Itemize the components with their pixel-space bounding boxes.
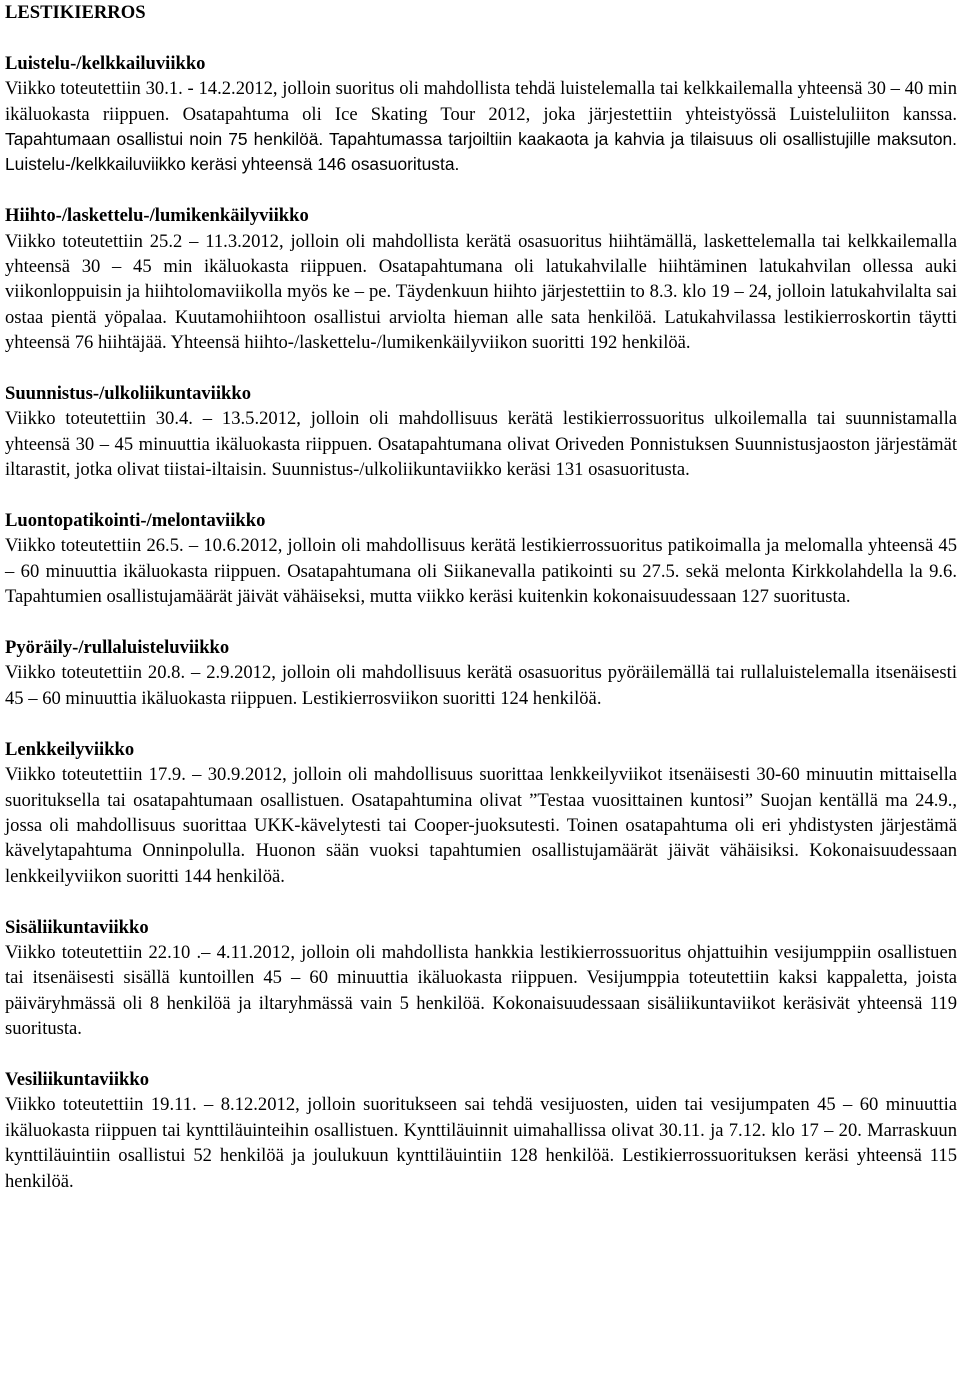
section-heading: Lenkkeilyviikko [5,738,135,760]
section-hiihto [5,203,957,355]
section-luontopatikointi [5,508,957,610]
section-paragraph: Viikko toteutettiin 25.2 – 11.3.2012, jolloin oli mahdollista kerätä osasuoritus hiihtämällä, laskettelemalla tai kelkkailemalla yhteensä 30 – 45 min ikäluokasta riippuen. Osatapahtumana oli latukahvilalle hiihtäminen latukahvilan ollessa auki viikonloppuisin ja hiihtolomaviikolla myös ke – pe. Täydenkuun hiihto järjestettiin to 8.3. klo 19 – 24, jolloin latukahvilalta sai ostaa pientä yöpalaa. Kuutamohiihtoon osallistui arviolta hieman alle sata henkilöä. Latukahvilassa lestikierroskortin täytti yhteensä 76 hiihtäjää. Yhteensä hiihto-/laskettelu-/lumikenkäilyviikon suoritti 192 henkilöä. [5,230,957,354]
section-heading: Hiihto-/laskettelu-/lumikenkäilyviikko [5,205,309,227]
section-paragraph: Viikko toteutettiin 22.10 .– 4.11.2012, jolloin oli mahdollista hankkia lestikierrossuoritus ohjattuihin vesijumppiin osallistuen tai itsenäisesti sisällä kuntoillen 45 – 60 minuuttia ikäluokasta riippuen. Vesijumppia toteutettiin kaksi kappaletta, joista päiväryhmässä oli 8 henkilöä ja iltaryhmässä vain 5 henkilöä. Kokonaisuudessaan sisäliikuntaviikot keräsivät yhteensä 119 suoritusta. [5,941,957,1040]
section-paragraph: Viikko toteutettiin 19.11. – 8.12.2012, jolloin suoritukseen sai tehdä vesijuosten, uiden tai vesijumpaten 45 – 60 minuuttia ikäluokasta riippuen tai kynttiläuinteihin osallistuen. Kynttiläuinnit uimahallissa olivat 30.11. ja 7.12. klo 17 – 20. Marraskuun kynttiläuintiin osallistui 52 henkilöä ja joulukuun kynttiläuintiin 128 henkilöä. Lestikierrossuorituksen keräsi yhteensä 115 henkilöä. [5,1094,957,1192]
paragraph-text-sans: Tapahtumaan osallistui noin 75 henkilöä. Tapahtumassa tarjoiltiin kaakaota ja kahvia ja tilaisuus oli osallistujille maksuton. Luistelu-/kelkkailuviikko keräsi yhteensä 146 osasuoritusta. [5,129,957,175]
section-heading: Pyöräily-/rullaluisteluviikko [5,637,230,659]
section-heading: Vesiliikuntaviikko [5,1068,149,1090]
section-pyoraily [5,635,957,711]
paragraph-text: Viikko toteutettiin 30.1. - 14.2.2012, jolloin suoritus oli mahdollista tehdä luistelemalla tai kelkkailemalla yhteensä 30 – 40 min ikäluokasta riippuen. Osatapahtuma oli Ice Skating Tour 2012, joka järjestettiin yhteistyössä Luisteluliiton kanssa. [5,78,957,125]
section-heading: Luistelu-/kelkkailuviikko [5,52,206,74]
document-title: LESTIKIERROS [5,2,146,23]
section-paragraph [5,76,957,178]
section-heading: Sisäliikuntaviikko [5,916,149,938]
section-paragraph: Viikko toteutettiin 17.9. – 30.9.2012, jolloin oli mahdollisuus suorittaa lenkkeilyviikot itsenäisesti 30-60 minuutin mittaisella suorituksella tai osatapahtumaan osallistuen. Osatapahtumina olivat ”Testaa vuosittainen kuntosi” Suojan kentällä ma 24.9., jossa oli mahdollisuus suorittaa UKK-kävelytesti tai Cooper-juoksutesti. Toinen osatapahtuma oli eri yhdistysten järjestämä kävelytapahtuma Onninpolulla. Huonon sään vuoksi tapahtumien osallistujamäärät jäivät vähäisiksi. Kokonaisuudessaan lenkkeilyviikon suoritti 144 henkilöä. [5,764,957,887]
section-paragraph: Viikko toteutettiin 30.4. – 13.5.2012, jolloin oli mahdollisuus kerätä lestikierrossuoritus ulkoilemalla tai suunnistamalla yhteensä 30 – 45 minuuttia ikäluokasta riippuen. Osatapahtumana olivat Oriveden Ponnistuksen Suunnistusjaoston järjestämät iltarastit, jotka olivat tiistai-iltaisin. Suunnistus-/ulkoliikuntaviikko keräsi 131 osasuoritusta. [5,408,957,481]
section-luistelu [5,51,957,178]
section-paragraph: Viikko toteutettiin 26.5. – 10.6.2012, jolloin oli mahdollisuus kerätä lestikierrossuoritus patikoimalla ja melomalla yhteensä 45 – 60 minuuttia ikäluokasta riippuen. Osatapahtumana oli Siikanevalla patikointi su 27.5. sekä melonta Kirkkolahdella la 9.6. Tapahtumien osallistujamäärät jäivät vähäiseksi, mutta viikko keräsi kuitenkin kokonaisuudessaan 127 suoritusta. [5,535,957,608]
section-paragraph: Viikko toteutettiin 20.8. – 2.9.2012, jolloin oli mahdollisuus kerätä osasuoritus pyöräilemällä tai rullaluistelemalla itsenäisesti 45 – 60 minuuttia ikäluokasta riippuen. Lestikierrosviikon suoritti 124 henkilöä. [5,662,957,709]
section-heading: Luontopatikointi-/melontaviikko [5,510,266,532]
section-lenkkeily [5,737,957,889]
section-suunnistus [5,381,957,483]
section-heading: Suunnistus-/ulkoliikuntaviikko [5,383,251,405]
section-sisaliikunta [5,915,957,1042]
document-page [5,0,957,1219]
section-vesiliikunta [5,1067,957,1194]
